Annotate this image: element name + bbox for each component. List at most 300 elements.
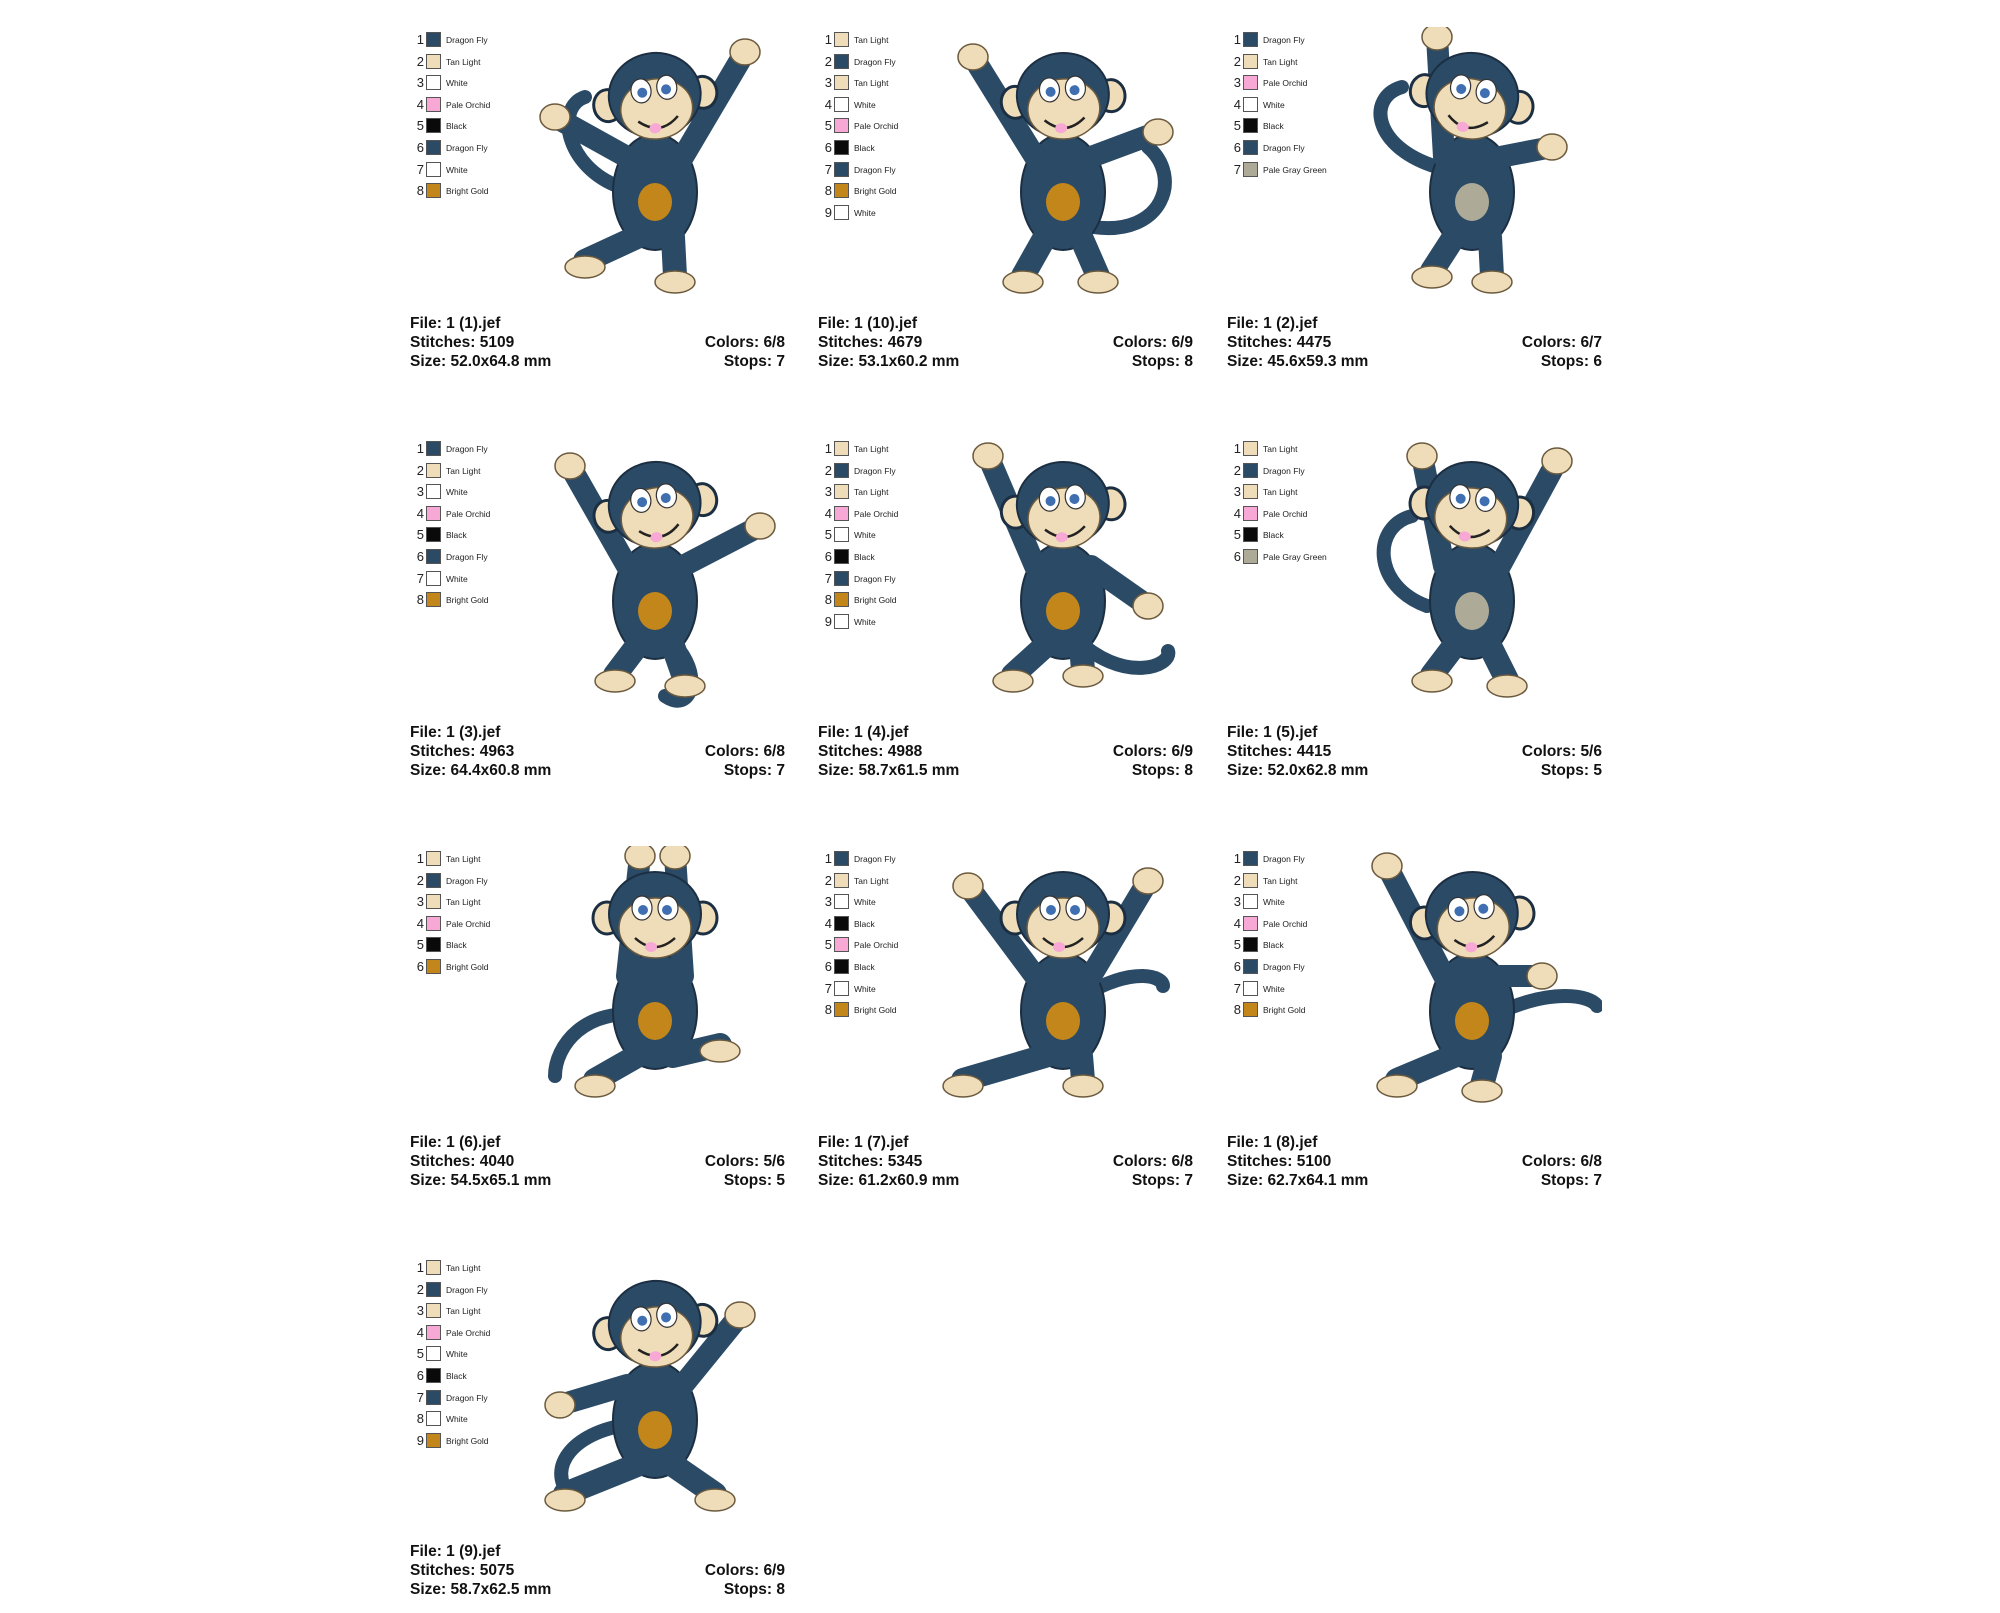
stop-count-label: Stops: [1540,762,1594,779]
design-card [410,1258,785,1613]
thread-color-name: Bright Gold [854,1005,897,1016]
thread-color-name: Pale Orchid [1263,78,1308,89]
file-name-value: 1 (3).jef [446,724,501,741]
design-size [1227,352,1368,371]
thread-color-swatch [1243,118,1258,133]
stop-count-value: 8 [1184,762,1193,779]
stitch-count-label: Stitches: [410,743,480,760]
stop-count [1132,352,1193,371]
thread-color-name: Black [1263,940,1284,951]
thread-color-name: Tan Light [854,444,889,454]
file-name-value: 1 (2).jef [1263,315,1318,332]
monkey-embroidery-image [1342,846,1602,1128]
thread-color-name: Black [854,918,875,929]
color-count-label: Colors: [1521,1153,1581,1170]
design-size-value: 61.2x60.9 mm [858,1172,960,1189]
monkey-embroidery-image [525,846,785,1128]
thread-color-name: Dragon Fly [1263,854,1305,864]
thread-order-number: 3 [824,484,832,500]
thread-color-name: Bright Gold [446,595,489,606]
stitch-count-value: 4040 [479,1153,515,1170]
thread-color-name: White [446,1414,468,1425]
thread-color-name: Pale Orchid [446,918,491,929]
thread-color-name: Dragon Fly [854,465,896,476]
thread-order-number: 4 [416,1324,424,1340]
thread-color-swatch [1243,162,1258,177]
design-size [818,761,959,780]
thread-color-swatch [426,506,441,521]
thread-color-swatch [834,484,849,499]
design-size-value: 53.1x60.2 mm [858,353,960,370]
thread-color-swatch [834,851,849,866]
design-card [818,439,1193,794]
thread-order-number: 8 [1233,1002,1241,1018]
color-count-label: Colors: [1521,743,1581,760]
stitch-count [1227,1152,1331,1171]
monkey-embroidery-image [933,27,1193,309]
file-name-value: 1 (9).jef [446,1543,501,1560]
thread-color-name: White [1263,99,1285,110]
thread-color-swatch [834,937,849,952]
thread-order-number: 5 [824,118,832,134]
thread-order-number: 2 [416,1281,424,1297]
thread-color-name: White [446,1349,468,1360]
design-size-value: 45.6x59.3 mm [1267,353,1369,370]
stop-count-label: Stops: [723,353,777,370]
stitch-count [818,1152,922,1171]
stitch-count [410,333,514,352]
thread-color-swatch [426,140,441,155]
stop-count [724,761,785,780]
color-count-value: 6/8 [1171,1153,1193,1170]
thread-color-swatch [834,54,849,69]
thread-color-name: Tan Light [1263,875,1298,886]
stop-count-value: 5 [1593,762,1602,779]
thread-color-swatch [834,592,849,607]
thread-color-name: Dragon Fly [1263,962,1305,972]
thread-color-swatch [1243,32,1258,47]
thread-color-name: Black [446,1371,467,1381]
thread-color-swatch [426,118,441,133]
thread-color-swatch [426,894,441,909]
thread-order-number: 3 [1233,75,1241,91]
thread-order-number: 9 [824,613,832,629]
thread-order-number: 9 [416,1432,424,1448]
thread-order-number: 7 [824,980,832,996]
thread-color-name: Dragon Fly [446,444,488,454]
stop-count-label: Stops: [723,1581,777,1598]
thread-order-number: 6 [824,959,832,974]
monkey-embroidery-image [1342,27,1602,309]
color-count [1522,1152,1602,1171]
design-card [410,439,785,794]
thread-order-number: 4 [1233,96,1241,112]
thread-color-name: Tan Light [1263,56,1298,67]
thread-order-number: 3 [416,75,424,91]
stitch-count-value: 5075 [479,1562,515,1579]
thread-order-number: 4 [824,505,832,521]
stop-count [1132,1171,1193,1190]
thread-color-swatch [426,1282,441,1297]
thread-color-name: Black [446,940,467,951]
stitch-count [410,742,514,761]
thread-color-name: White [854,99,876,110]
thread-order-number: 4 [824,915,832,931]
thread-color-swatch [426,592,441,607]
design-size-value: 58.7x62.5 mm [450,1581,552,1598]
stitch-count-label: Stitches: [818,334,888,351]
thread-color-swatch [834,205,849,220]
color-count-label: Colors: [704,334,764,351]
thread-color-swatch [1243,441,1258,456]
color-count [705,1561,785,1580]
file-name-label: File: [410,315,447,332]
thread-order-number: 6 [416,959,424,974]
thread-order-number: 8 [416,1411,424,1427]
color-count [1522,742,1602,761]
thread-color-name: Pale Orchid [446,1327,491,1338]
thread-order-number: 7 [824,570,832,586]
thread-color-name: White [854,897,876,908]
thread-order-number: 3 [1233,894,1241,910]
color-count-label: Colors: [1521,334,1581,351]
thread-color-swatch [834,463,849,478]
thread-color-name: Tan Light [446,1263,481,1273]
stitch-count [1227,333,1331,352]
thread-order-number: 4 [1233,505,1241,521]
thread-color-swatch [834,140,849,155]
thread-color-name: Black [854,552,875,562]
design-size-value: 58.7x61.5 mm [858,762,960,779]
thread-order-number: 1 [416,441,424,456]
thread-color-swatch [426,959,441,974]
file-name-value: 1 (7).jef [854,1134,909,1151]
design-size-value: 52.0x64.8 mm [450,353,552,370]
file-name [1227,1133,1317,1152]
thread-color-name: Dragon Fly [446,875,488,886]
file-name [410,1133,500,1152]
thread-order-number: 6 [1233,140,1241,155]
thread-color-name: Tan Light [446,465,481,476]
stop-count-value: 7 [776,762,785,779]
thread-color-swatch [1243,484,1258,499]
thread-color-swatch [426,549,441,564]
design-card [818,30,1193,385]
thread-color-swatch [1243,97,1258,112]
color-count-label: Colors: [1112,334,1172,351]
thread-color-name: Bright Gold [854,186,897,197]
thread-order-number: 6 [824,140,832,155]
thread-color-swatch [426,484,441,499]
thread-color-swatch [1243,894,1258,909]
thread-color-name: Tan Light [854,35,889,45]
thread-order-number: 6 [824,549,832,564]
design-card [1227,849,1602,1204]
thread-order-number: 7 [416,161,424,177]
color-count-label: Colors: [704,743,764,760]
thread-color-swatch [426,162,441,177]
thread-color-name: Pale Orchid [446,508,491,519]
thread-color-name: Bright Gold [1263,1005,1306,1016]
file-name-label: File: [1227,1134,1264,1151]
design-size-label: Size: [818,1172,859,1189]
thread-color-swatch [834,97,849,112]
thread-color-name: Tan Light [854,875,889,886]
color-count [1113,333,1193,352]
design-size-value: 64.4x60.8 mm [450,762,552,779]
design-size [410,1580,551,1599]
thread-color-swatch [426,571,441,586]
monkey-embroidery-image [525,27,785,309]
file-name-label: File: [410,724,447,741]
thread-color-name: Pale Gray Green [1263,552,1327,562]
thread-color-name: Bright Gold [446,186,489,197]
thread-color-name: Pale Orchid [854,121,899,132]
color-count-label: Colors: [704,1562,764,1579]
file-name-value: 1 (1).jef [446,315,501,332]
file-name-label: File: [410,1543,447,1560]
file-name [410,723,500,742]
thread-color-name: Bright Gold [446,962,489,972]
thread-color-name: Pale Orchid [854,940,899,951]
stop-count-label: Stops: [1540,353,1594,370]
file-name-label: File: [818,315,855,332]
color-count-label: Colors: [1112,743,1172,760]
thread-color-swatch [426,441,441,456]
design-card [818,849,1193,1204]
thread-color-name: White [854,207,876,218]
design-size-label: Size: [410,1172,451,1189]
color-count [1113,742,1193,761]
thread-order-number: 5 [416,937,424,953]
thread-color-name: Dragon Fly [854,164,896,175]
thread-color-name: Dragon Fly [1263,35,1305,45]
thread-order-number: 4 [416,505,424,521]
thread-order-number: 1 [824,441,832,456]
thread-order-number: 2 [416,462,424,478]
thread-color-name: Pale Orchid [854,508,899,519]
file-name [1227,723,1317,742]
stitch-count-label: Stitches: [1227,334,1297,351]
thread-order-number: 7 [416,1389,424,1405]
thread-order-number: 1 [416,1260,424,1275]
thread-order-number: 5 [1233,937,1241,953]
thread-color-name: Pale Orchid [446,99,491,110]
thread-color-swatch [834,959,849,974]
file-name-value: 1 (10).jef [854,315,918,332]
design-size-label: Size: [818,353,859,370]
stop-count-value: 7 [1593,1172,1602,1189]
file-name-value: 1 (6).jef [446,1134,501,1151]
thread-color-swatch [426,97,441,112]
monkey-embroidery-image [933,846,1193,1128]
thread-color-swatch [1243,959,1258,974]
stop-count [724,352,785,371]
file-name [410,1542,500,1561]
file-name [1227,314,1317,333]
thread-color-name: Black [446,121,467,132]
thread-color-name: Tan Light [446,56,481,67]
stitch-count-value: 4988 [887,743,923,760]
thread-color-name: Pale Orchid [1263,508,1308,519]
thread-color-swatch [426,1303,441,1318]
thread-color-swatch [426,75,441,90]
monkey-embroidery-image [933,436,1193,718]
thread-order-number: 1 [416,32,424,47]
thread-color-swatch [426,1260,441,1275]
thread-color-name: Tan Light [1263,444,1298,454]
color-count-value: 6/7 [1580,334,1602,351]
thread-color-name: White [446,164,468,175]
thread-color-name: White [1263,897,1285,908]
thread-order-number: 9 [824,204,832,220]
thread-order-number: 6 [1233,549,1241,564]
color-count [705,1152,785,1171]
thread-color-name: White [854,530,876,541]
thread-order-number: 7 [416,570,424,586]
thread-color-name: White [446,487,468,498]
file-name-value: 1 (8).jef [1263,1134,1318,1151]
thread-order-number: 6 [416,140,424,155]
thread-color-swatch [1243,75,1258,90]
thread-color-swatch [834,873,849,888]
thread-color-name: Tan Light [854,78,889,89]
thread-color-name: Dragon Fly [854,573,896,584]
stitch-count [818,742,922,761]
stop-count-value: 6 [1593,353,1602,370]
thread-color-swatch [1243,54,1258,69]
monkey-embroidery-image [1342,436,1602,718]
color-count-label: Colors: [1112,1153,1172,1170]
thread-order-number: 8 [416,183,424,199]
stitch-count-value: 5109 [479,334,515,351]
stitch-count-label: Stitches: [1227,1153,1297,1170]
color-count-value: 6/8 [763,743,785,760]
design-size [410,1171,551,1190]
stitch-count-value: 5100 [1296,1153,1332,1170]
thread-order-number: 6 [416,549,424,564]
thread-order-number: 4 [416,915,424,931]
color-count-value: 6/9 [1171,334,1193,351]
thread-order-number: 4 [1233,915,1241,931]
thread-color-swatch [1243,851,1258,866]
thread-color-swatch [426,1390,441,1405]
thread-color-name: White [446,78,468,89]
thread-color-swatch [834,571,849,586]
stop-count-value: 7 [776,353,785,370]
file-name [818,1133,908,1152]
thread-order-number: 7 [1233,161,1241,177]
file-name-value: 1 (5).jef [1263,724,1318,741]
thread-color-name: Tan Light [854,487,889,498]
thread-order-number: 2 [824,462,832,478]
color-count [705,333,785,352]
thread-color-swatch [834,916,849,931]
thread-order-number: 3 [416,894,424,910]
stop-count-value: 8 [776,1581,785,1598]
file-name-label: File: [1227,315,1264,332]
stop-count [724,1580,785,1599]
thread-color-name: Pale Gray Green [1263,164,1327,175]
monkey-embroidery-image [525,436,785,718]
thread-order-number: 7 [1233,980,1241,996]
thread-color-swatch [426,937,441,952]
stitch-count-value: 5345 [887,1153,923,1170]
thread-color-swatch [426,183,441,198]
stop-count [1541,1171,1602,1190]
thread-color-swatch [426,851,441,866]
design-size-label: Size: [410,353,451,370]
thread-color-swatch [834,75,849,90]
monkey-embroidery-image [525,1255,785,1537]
design-size-value: 54.5x65.1 mm [450,1172,552,1189]
thread-color-swatch [426,1346,441,1361]
stitch-count-value: 4679 [887,334,923,351]
stitch-count-label: Stitches: [410,1153,480,1170]
thread-color-name: Black [854,962,875,972]
thread-order-number: 8 [824,1002,832,1018]
thread-color-swatch [1243,937,1258,952]
thread-color-swatch [834,549,849,564]
color-count-value: 6/8 [763,334,785,351]
thread-order-number: 5 [1233,527,1241,543]
thread-order-number: 2 [824,53,832,69]
thread-color-name: Black [1263,121,1284,132]
design-size-label: Size: [410,762,451,779]
thread-color-swatch [834,162,849,177]
thread-color-swatch [1243,527,1258,542]
color-count-value: 5/6 [1580,743,1602,760]
thread-order-number: 3 [416,484,424,500]
thread-order-number: 1 [1233,851,1241,866]
thread-color-swatch [426,1411,441,1426]
thread-color-swatch [1243,463,1258,478]
stitch-count-label: Stitches: [410,334,480,351]
thread-order-number: 4 [824,96,832,112]
thread-color-name: Dragon Fly [854,854,896,864]
design-card [410,30,785,385]
stop-count-label: Stops: [1131,762,1185,779]
thread-order-number: 2 [1233,872,1241,888]
thread-color-name: Dragon Fly [1263,143,1305,153]
design-size-value: 52.0x62.8 mm [1267,762,1369,779]
thread-order-number: 2 [1233,462,1241,478]
stitch-count [818,333,922,352]
thread-order-number: 3 [824,75,832,91]
design-size [1227,761,1368,780]
thread-color-name: White [854,616,876,627]
thread-color-swatch [426,54,441,69]
thread-order-number: 2 [824,872,832,888]
file-name-label: File: [410,1134,447,1151]
thread-color-name: Black [854,143,875,153]
stop-count [1541,352,1602,371]
stop-count-value: 5 [776,1172,785,1189]
thread-order-number: 1 [416,851,424,866]
file-name-label: File: [818,724,855,741]
thread-color-name: Tan Light [1263,487,1298,498]
thread-color-swatch [834,1002,849,1017]
thread-color-name: Dragon Fly [446,1392,488,1403]
thread-color-swatch [834,614,849,629]
stop-count-label: Stops: [723,762,777,779]
thread-color-swatch [1243,549,1258,564]
file-name-label: File: [818,1134,855,1151]
thread-order-number: 3 [416,1303,424,1319]
thread-color-name: Tan Light [446,897,481,908]
design-size [818,352,959,371]
design-size [818,1171,959,1190]
